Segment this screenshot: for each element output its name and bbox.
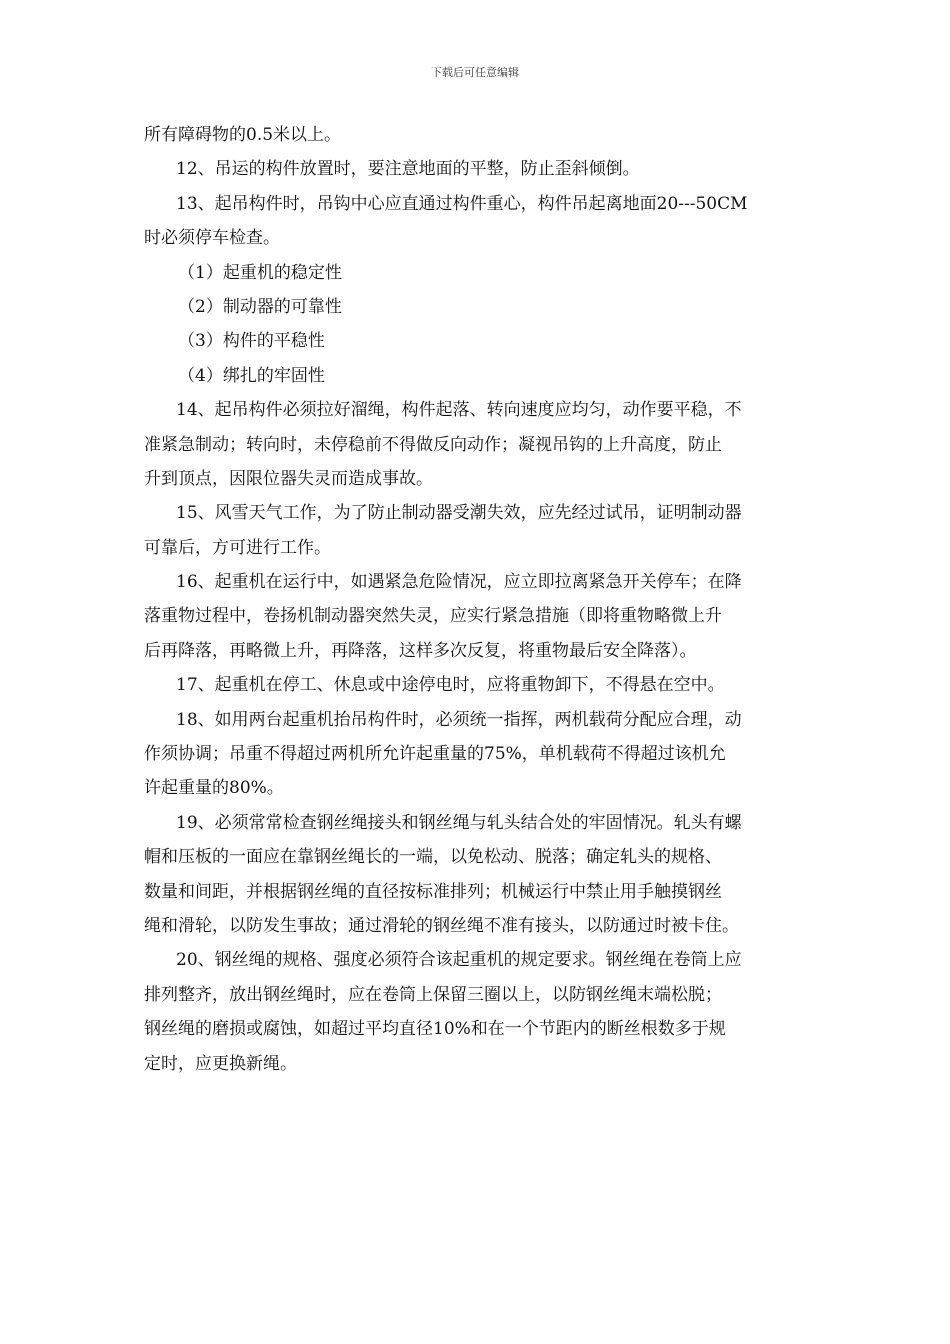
list-item: （3）构件的平稳性	[178, 331, 325, 352]
paragraph-12: 12、吊运的构件放置时，要注意地面的平整，防止歪斜倾倒。	[176, 159, 640, 180]
paragraph-16: 16、起重机在运行中，如遇紧急危险情况，应立即拉离紧急开关停车；在降	[176, 572, 742, 593]
text-line: 数量和间距，并根据钢丝绳的直径按标准排列；机械运行中禁止用手触摸钢丝	[144, 881, 722, 902]
text-line: 绳和滑轮，以防发生事故；通过滑轮的钢丝绳不准有接头，以防通过时被卡住。	[144, 915, 739, 936]
text-line: 帽和压板的一面应在靠钢丝绳长的一端，以免松动、脱落；确定轧头的规格、	[144, 847, 722, 868]
text-line: 升到顶点，因限位器失灵而造成事故。	[144, 468, 433, 489]
paragraph-20: 20、钢丝绳的规格、强度必须符合该起重机的规定要求。钢丝绳在卷筒上应	[176, 950, 742, 971]
text-line: 排列整齐，放出钢丝绳时，应在卷筒上保留三圈以上，以防钢丝绳末端松脱；	[144, 984, 722, 1005]
paragraph-19: 19、必须常常检查钢丝绳接头和钢丝绳与轧头结合处的牢固情况。轧头有螺	[176, 812, 742, 833]
text-line: 作须协调；吊重不得超过两机所允许起重量的75%，单机载荷不得超过该机允	[144, 744, 726, 765]
text-line: 钢丝绳的磨损或腐蚀，如超过平均直径10%和在一个节距内的断丝根数多于规	[144, 1019, 726, 1040]
text-line: 准紧急制动；转向时，未停稳前不得做反向动作；凝视吊钩的上升高度，防止	[144, 434, 722, 455]
list-item: （1）起重机的稳定性	[178, 262, 342, 283]
list-item: （4）绑扎的牢固性	[178, 365, 325, 386]
text-line: 后再降落，再略微上升，再降落，这样多次反复，将重物最后安全降落）。	[144, 640, 697, 661]
text-line: 定时，应更换新绳。	[144, 1053, 297, 1074]
page-header: 下载后可任意编辑	[431, 66, 519, 79]
paragraph-15: 15、风雪天气工作，为了防止制动器受潮失效，应先经过试吊，证明制动器	[176, 503, 742, 524]
paragraph-13: 13、起吊构件时，吊钩中心应直通过构件重心，构件吊起离地面20---50CM	[176, 193, 748, 214]
text-line: 所有障碍物的0.5米以上。	[144, 125, 342, 145]
text-line: 落重物过程中，卷扬机制动器突然失灵，应实行紧急措施（即将重物略微上升	[144, 606, 722, 627]
text-line: 许起重量的80%。	[144, 778, 284, 799]
text-line: 时必须停车检查。	[144, 228, 280, 249]
paragraph-14: 14、起吊构件必须拉好溜绳，构件起落、转向速度应均匀，动作要平稳，不	[176, 400, 742, 421]
paragraph-18: 18、如用两台起重机抬吊构件时，必须统一指挥，两机载荷分配应合理，动	[176, 709, 742, 730]
list-item: （2）制动器的可靠性	[178, 296, 342, 317]
paragraph-17: 17、起重机在停工、休息或中途停电时，应将重物卸下，不得悬在空中。	[176, 675, 725, 696]
document-body	[144, 118, 810, 1081]
text-line: 可靠后，方可进行工作。	[144, 537, 331, 558]
